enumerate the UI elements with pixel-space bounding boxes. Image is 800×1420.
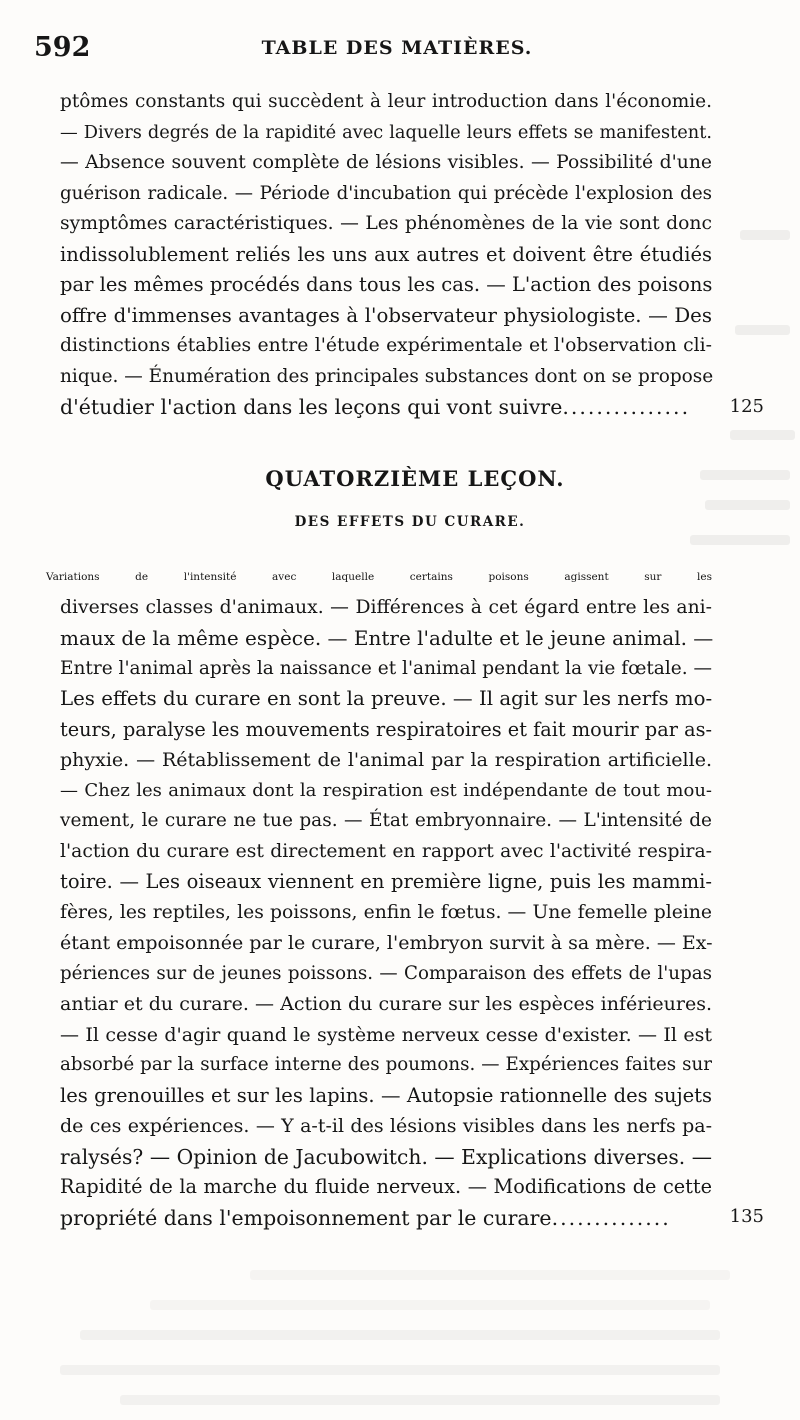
text-line: Les effets du curare en sont la preuve. — Il agit sur les nerfs mo-: [60, 687, 713, 710]
text-line: — Chez les animaux dont la respiration est indépendante de tout mou-: [60, 779, 712, 801]
dot-leader: ...............: [562, 395, 691, 419]
text-line: l'action du curare est directement en rapport avec l'activité respira-: [60, 840, 712, 862]
text-line: fères, les reptiles, les poissons, enfin le fœtus. — Une femelle pleine: [60, 901, 712, 923]
text-line: absorbé par la surface interne des poumons. — Expériences faites sur: [60, 1054, 712, 1075]
text-line-content: d'étudier l'action dans les leçons qui vont suivre: [60, 395, 563, 419]
text-line: Rapidité de la marche du fluide nerveux. — Modifications de cette: [60, 1175, 712, 1198]
text-line: symptômes caractéristiques. — Les phénomènes de la vie sont donc: [60, 213, 712, 234]
text-line: ptômes constants qui succèdent à leur introduction dans l'économie.: [60, 91, 712, 112]
text-line: antiar et du curare. — Action du curare sur les espèces inférieures.: [60, 993, 712, 1015]
text-line: Variations de l'intensité avec laquelle certains poisons agissent sur les: [46, 571, 712, 583]
text-line: — Absence souvent complète de lésions visibles. — Possibilité d'une: [60, 152, 712, 173]
text-line: de ces expériences. — Y a-t-il des lésions visibles dans les nerfs pa-: [60, 1115, 712, 1137]
running-title: TABLE DES MATIÈRES.: [261, 37, 533, 59]
text-line: indissolublement reliés les uns aux autres et doivent être étudiés: [60, 242, 712, 266]
page-reference: 135: [729, 1206, 764, 1227]
text-line: ralysés? — Opinion de Jacubowitch. — Explications diverses. —: [60, 1144, 712, 1169]
dot-leader: ..............: [551, 1205, 671, 1230]
text-line: vement, le curare ne tue pas. — État embryonnaire. — L'intensité de: [60, 810, 712, 831]
toc-entry-lesson-14-summary: [46, 562, 764, 1233]
text-line: périences sur de jeunes poissons. — Comparaison des effets de l'upas: [60, 962, 712, 984]
text-line: — Divers degrés de la rapidité avec laquelle leurs effets se manifestent.: [60, 122, 712, 143]
page-number: 592: [34, 32, 91, 63]
text-line-last: [60, 1203, 712, 1234]
text-line: phyxie. — Rétablissement de l'animal par la respiration artificielle.: [60, 749, 712, 771]
text-line: toire. — Les oiseaux viennent en première ligne, puis les mammi-: [60, 870, 712, 893]
page-reference: 125: [729, 396, 764, 417]
text-line: teurs, paralyse les mouvements respiratoires et fait mourir par as-: [60, 717, 712, 741]
text-line: étant empoisonnée par le curare, l'embryon survit à sa mère. — Ex-: [60, 932, 713, 954]
text-line: maux de la même espèce. — Entre l'adulte et le jeune animal. —: [60, 626, 714, 650]
text-line: guérison radicale. — Période d'incubation qui précède l'explosion des: [60, 182, 712, 204]
lesson-subtitle: DES EFFETS DU CURARE.: [294, 514, 526, 530]
text-line: par les mêmes procédés dans tous les cas. — L'action des poisons: [60, 273, 713, 296]
text-line: distinctions établies entre l'étude expérimentale et l'observation cli-: [60, 335, 712, 356]
text-line: offre d'immenses avantages à l'observateur physiologiste. — Des: [60, 303, 712, 327]
text-line: — Il cesse d'agir quand le système nerveux cesse d'exister. — Il est: [60, 1023, 712, 1046]
toc-entry-lesson-13-summary: [60, 87, 764, 423]
text-line-last: [60, 392, 712, 423]
lesson-title: QUATORZIÈME LEÇON.: [265, 466, 565, 491]
text-line: les grenouilles et sur les lapins. — Autopsie rationnelle des sujets: [60, 1083, 712, 1107]
text-line: Entre l'animal après la naissance et l'animal pendant la vie fœtale. —: [60, 657, 712, 679]
page-header: [34, 28, 760, 68]
text-line-content: propriété dans l'empoisonnement par le curare: [60, 1205, 552, 1230]
text-line: nique. — Énumération des principales substances dont on se propose: [60, 365, 714, 387]
text-line: diverses classes d'animaux. — Différences à cet égard entre les ani-: [60, 596, 712, 618]
